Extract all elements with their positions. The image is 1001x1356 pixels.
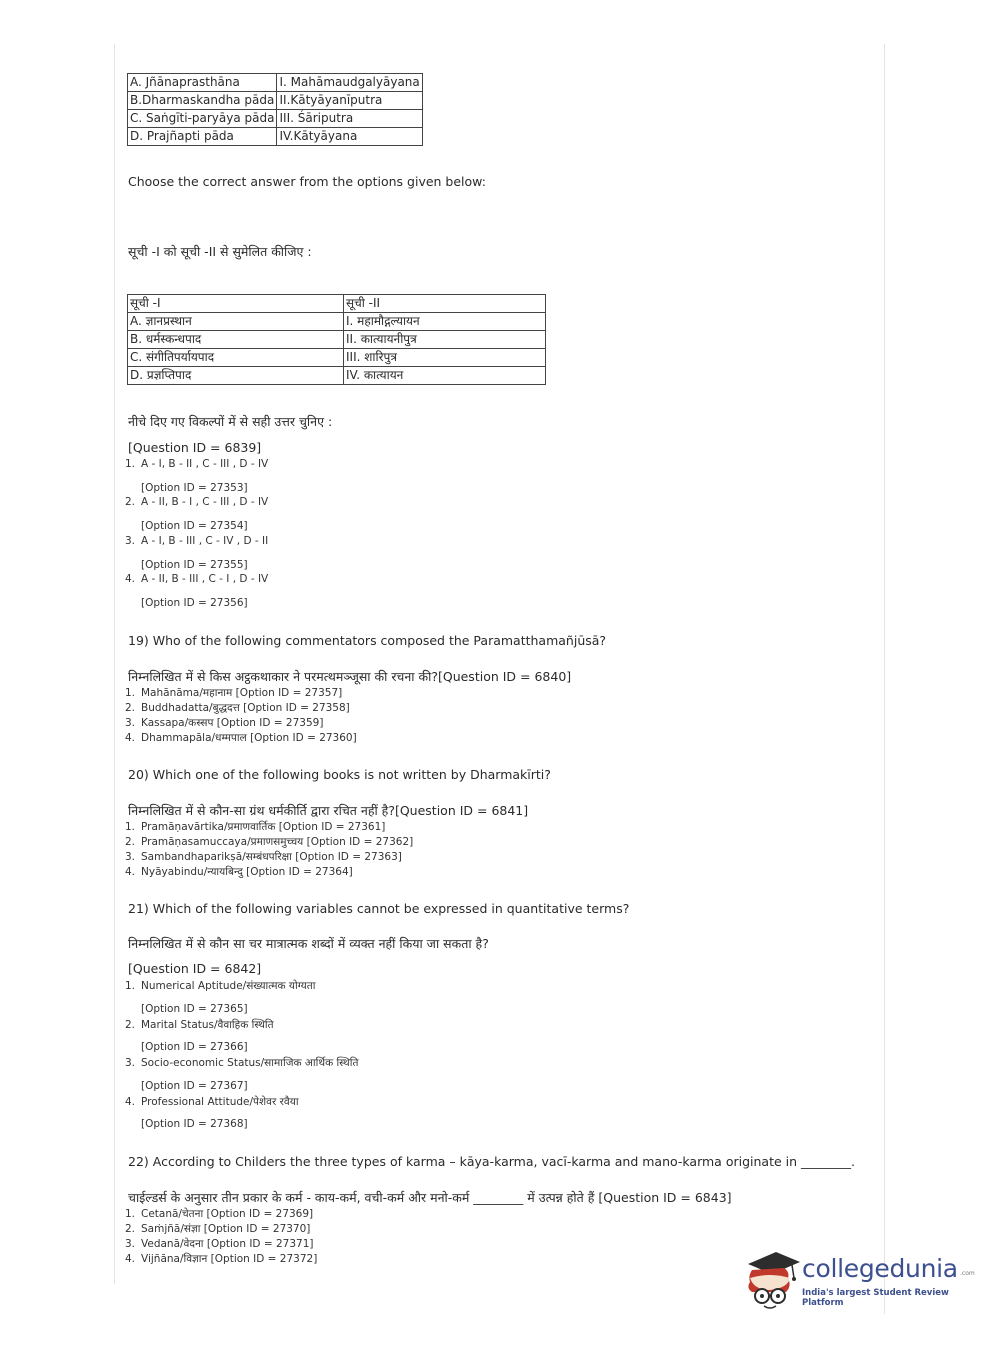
table-header-cell: सूची -I <box>128 295 344 313</box>
option-item <box>125 716 323 730</box>
option-number: 2. <box>125 702 136 714</box>
table-header-cell: सूची -II <box>344 295 546 313</box>
question-19-hindi: निम्नलिखित में से किस अट्ठकथाकार ने परमत्थमञ्जूसा की रचना की?[Question ID = 6840] <box>128 669 572 684</box>
table-cell: III. शारिपुत्र <box>344 349 546 367</box>
table-cell: I. महामौद्गल्यायन <box>344 313 546 331</box>
option-item <box>125 850 402 864</box>
choose-instruction-hindi: नीचे दिए गए विकल्पों में से सही उत्तर चुनिए : <box>128 414 333 429</box>
option-text: Dhammapāla/धम्मपाल [Option ID = 27360] <box>141 732 357 744</box>
option-item <box>125 820 385 834</box>
option-number: 4. <box>125 1096 136 1108</box>
option-item <box>125 865 353 879</box>
option-item <box>125 573 268 585</box>
question-22-hindi: चाईल्डर्स के अनुसार तीन प्रकार के कर्म - काय-कर्म, वची-कर्म और मनो-कर्म ________ में उत्पन्न होते हैं [Question ID = 6843] <box>128 1190 732 1205</box>
option-number: 4. <box>125 573 136 585</box>
option-text: A - II, B - III , C - I , D - IV <box>141 573 269 585</box>
question-20: 20) Which one of the following books is not written by Dharmakīrti? <box>128 767 551 782</box>
table-row <box>128 110 423 128</box>
option-text: Pramāṇavārtika/प्रमाणवार्तिक [Option ID = 27361] <box>141 821 386 833</box>
option-number: 2. <box>125 1019 136 1031</box>
logo-wordmark: collegedunia <box>802 1254 958 1283</box>
question-id: [Question ID = 6842] <box>128 961 262 976</box>
option-text: Cetanā/चेतना [Option ID = 27369] <box>141 1208 314 1220</box>
option-text: Pramāṇasamuccaya/प्रमाणसमुच्चय [Option ID = 27362] <box>141 836 414 848</box>
table-cell: IV. कात्यायन <box>344 367 546 385</box>
option-number: 4. <box>125 1253 136 1265</box>
option-number: 3. <box>125 1057 136 1069</box>
table-cell: D. प्रज्ञप्तिपाद <box>128 367 344 385</box>
option-number: 2. <box>125 836 136 848</box>
option-text: Marital Status/वैवाहिक स्थिति <box>141 1019 274 1031</box>
logo-domain: .com <box>960 1270 975 1277</box>
option-item <box>125 1222 310 1236</box>
left-margin-rule <box>114 44 115 1284</box>
option-item <box>125 1018 274 1032</box>
option-item <box>125 979 315 993</box>
question-id: [Question ID = 6839] <box>128 440 262 455</box>
option-text: Nyāyabindu/न्यायबिन्दु [Option ID = 27364] <box>141 866 353 878</box>
option-number: 4. <box>125 866 136 878</box>
question-20-hindi: निम्नलिखित में से कौन-सा ग्रंथ धर्मकीर्ति द्वारा रचित नहीं है?[Question ID = 6841] <box>128 803 529 818</box>
option-number: 3. <box>125 1238 136 1250</box>
table-row <box>128 331 546 349</box>
table-cell: C. संगीतिपर्यायपाद <box>128 349 344 367</box>
logo-tagline: India's largest Student Review Platform <box>802 1288 949 1308</box>
table-cell: IV.Kātyāyana <box>277 128 422 146</box>
table-header-row <box>128 295 546 313</box>
option-id: [Option ID = 27366] <box>141 1041 248 1053</box>
question-22: 22) According to Childers the three types of karma – kāya-karma, vacī-karma and mano-karma originate in ________. <box>128 1154 855 1169</box>
option-text: Vijñāna/विज्ञान [Option ID = 27372] <box>141 1253 318 1265</box>
table-row <box>128 92 423 110</box>
question-21-hindi: निम्नलिखित में से कौन सा चर मात्रात्मक शब्दों में व्यक्त नहीं किया जा सकता है? <box>128 936 489 951</box>
option-text: A - I, B - III , C - IV , D - II <box>141 535 269 547</box>
option-item <box>125 1207 313 1221</box>
option-number: 1. <box>125 687 136 699</box>
mascot-icon <box>742 1248 802 1312</box>
question-19: 19) Who of the following commentators composed the Paramatthamañjūsā? <box>128 633 607 648</box>
table-cell: II. कात्यायनीपुत्र <box>344 331 546 349</box>
option-number: 1. <box>125 1208 136 1220</box>
table-cell: II.Kātyāyanīputra <box>277 92 422 110</box>
option-text: Kassapa/कस्सप [Option ID = 27359] <box>141 717 324 729</box>
collegedunia-logo[interactable] <box>742 1248 975 1318</box>
option-item <box>125 731 357 745</box>
choose-instruction: Choose the correct answer from the options given below: <box>128 174 486 189</box>
option-id: [Option ID = 27353] <box>141 482 248 494</box>
table-cell: D. Prajñapti pāda <box>128 128 277 146</box>
option-text: Sambandhaparikṣā/सम्बंधपरिक्षा [Option ID = 27363] <box>141 851 402 863</box>
option-number: 1. <box>125 458 136 470</box>
option-item <box>125 1252 317 1266</box>
option-item <box>125 1056 358 1070</box>
option-id: [Option ID = 27367] <box>141 1080 248 1092</box>
table-cell: B.Dharmaskandha pāda <box>128 92 277 110</box>
option-item <box>125 1095 299 1109</box>
option-number: 1. <box>125 980 136 992</box>
option-text: A - I, B - II , C - III , D - IV <box>141 458 269 470</box>
option-id: [Option ID = 27355] <box>141 559 248 571</box>
option-item <box>125 535 268 547</box>
option-item <box>125 1237 313 1251</box>
option-item <box>125 496 268 508</box>
option-text: Mahānāma/महानाम [Option ID = 27357] <box>141 687 343 699</box>
option-number: 3. <box>125 535 136 547</box>
table-cell: A. ज्ञानप्रस्थान <box>128 313 344 331</box>
option-text: Professional Attitude/पेशेवर रवैया <box>141 1096 299 1108</box>
option-number: 3. <box>125 717 136 729</box>
table-row <box>128 128 423 146</box>
option-text: Buddhadatta/बुद्धदत्त [Option ID = 27358] <box>141 702 350 714</box>
table-row <box>128 367 546 385</box>
option-item <box>125 701 350 715</box>
table-cell: C. Saṅgīti-paryāya pāda <box>128 110 277 128</box>
option-text: Vedanā/वेदना [Option ID = 27371] <box>141 1238 314 1250</box>
table-cell: III. Śāriputra <box>277 110 422 128</box>
match-table-hindi <box>127 294 546 385</box>
option-number: 2. <box>125 496 136 508</box>
option-id: [Option ID = 27365] <box>141 1003 248 1015</box>
option-item <box>125 835 413 849</box>
option-item <box>125 458 268 470</box>
table-cell: I. Mahāmaudgalyāyana <box>277 74 422 92</box>
table-row <box>128 313 546 331</box>
question-21: 21) Which of the following variables cannot be expressed in quantitative terms? <box>128 901 630 916</box>
option-text: Saṁjñā/संज्ञा [Option ID = 27370] <box>141 1223 311 1235</box>
option-number: 2. <box>125 1223 136 1235</box>
option-text: Socio-economic Status/सामाजिक आर्थिक स्थिति <box>141 1057 359 1069</box>
option-text: A - II, B - I , C - III , D - IV <box>141 496 269 508</box>
option-id: [Option ID = 27368] <box>141 1118 248 1130</box>
table-cell: A. Jñānaprasthāna <box>128 74 277 92</box>
option-number: 3. <box>125 851 136 863</box>
table-row <box>128 74 423 92</box>
match-instruction-hindi: सूची -I को सूची -II से सुमेलित कीजिए : <box>128 244 312 259</box>
right-margin-rule <box>884 44 885 1314</box>
option-number: 4. <box>125 732 136 744</box>
table-row <box>128 349 546 367</box>
option-number: 1. <box>125 821 136 833</box>
match-table-english <box>127 73 423 146</box>
option-id: [Option ID = 27356] <box>141 597 248 609</box>
table-cell: B. धर्मस्कन्धपाद <box>128 331 344 349</box>
option-id: [Option ID = 27354] <box>141 520 248 532</box>
option-text: Numerical Aptitude/संख्यात्मक योग्यता <box>141 980 316 992</box>
option-item <box>125 686 342 700</box>
